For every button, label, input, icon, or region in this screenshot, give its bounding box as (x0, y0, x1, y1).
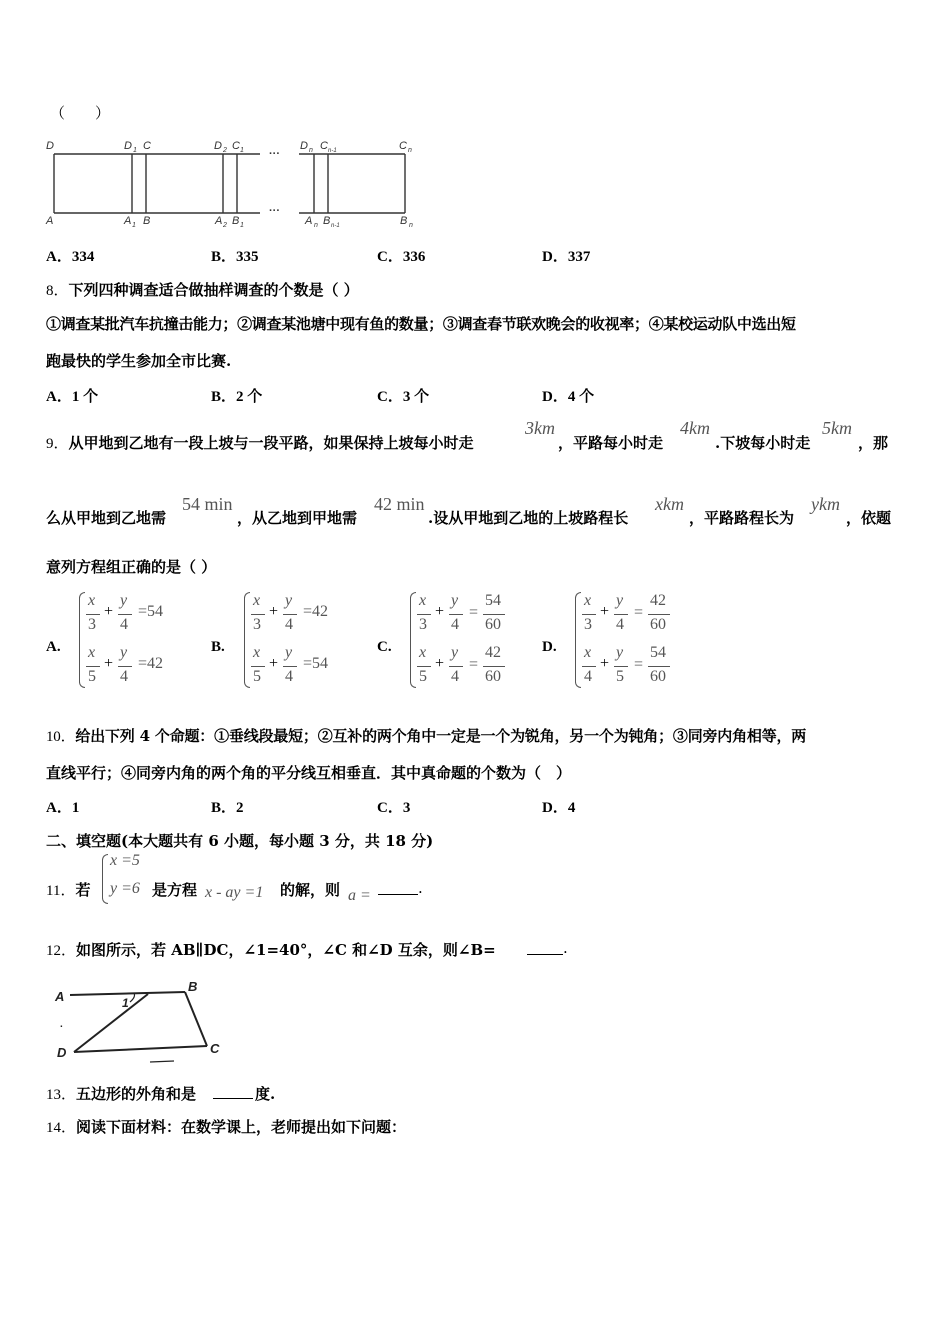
fraction-bar (449, 666, 463, 667)
q11-answer-blank[interactable] (378, 880, 418, 895)
q9-text-5: 么从甲地到乙地需 (46, 509, 167, 527)
rhs-numerator: 42 (485, 644, 501, 661)
plus-sign: + (600, 603, 610, 620)
plus-sign: + (104, 655, 114, 672)
fraction-denominator: 4 (584, 668, 592, 685)
fraction-numerator: x (584, 592, 592, 609)
fraction-denominator: 3 (253, 616, 261, 633)
q8-stem: 8．下列四种调查适合做抽样调查的个数是（ ） (46, 281, 359, 299)
q9-option-letter: A. (46, 639, 61, 655)
q9-math-xkm: xkm (655, 494, 684, 514)
fraction-bar (417, 666, 431, 667)
q8-option-d[interactable]: D．4 个 (542, 389, 595, 405)
q9-system-brace (575, 592, 581, 688)
fraction-denominator: 5 (88, 668, 96, 685)
fraction-bar (483, 666, 505, 667)
fraction-denominator: 5 (616, 668, 624, 685)
label-B: B (143, 215, 151, 227)
q8-line2: 跑最快的学生参加全市比赛. (46, 352, 232, 370)
fraction-bar (283, 614, 297, 615)
plus-sign: + (104, 603, 114, 620)
svg-text:1: 1 (133, 147, 137, 154)
q7-paren: （ ） (50, 104, 111, 122)
section-2-title: 二、填空题(本大题共有 6 小题，每小题 3 分，共 18 分) (46, 832, 434, 850)
label-C: C (210, 1041, 220, 1056)
label-Dn: D (300, 140, 308, 152)
svg-text:n: n (408, 147, 412, 154)
fraction-bar (86, 614, 100, 615)
q10-option-a[interactable]: A．1 (46, 800, 80, 816)
label-D2: D (214, 140, 222, 152)
q11-sys-x: x =5 (110, 852, 140, 869)
fraction-denominator: 3 (584, 616, 592, 633)
q8-option-c[interactable]: C．3 个 (377, 389, 430, 405)
q12-trapezoid-figure (52, 975, 232, 1067)
svg-text:1: 1 (240, 222, 244, 229)
q8-line1: ①调查某批汽车抗撞击能力；②调查某池塘中现有鱼的数量；③调查春节联欢晚会的收视率；④某校运动队中选出短 (46, 315, 796, 333)
fraction-denominator: 4 (120, 616, 128, 633)
q7-option-d[interactable]: D．337 (542, 249, 591, 265)
svg-text:n-1: n-1 (328, 148, 337, 154)
q11-brace (102, 854, 108, 904)
rhs-value: =42 (138, 655, 164, 672)
q8-option-a[interactable]: A．1 个 (46, 389, 99, 405)
q13-answer-blank[interactable] (213, 1084, 253, 1099)
fraction-denominator: 4 (120, 668, 128, 685)
svg-text:n: n (309, 147, 313, 154)
q9-system-brace (79, 592, 85, 688)
fraction-numerator: x (419, 644, 427, 661)
fraction-bar (648, 666, 670, 667)
q10-option-b[interactable]: B．2 (211, 800, 244, 816)
fraction-denominator: 3 (88, 616, 96, 633)
fraction-bar (86, 666, 100, 667)
fraction-bar (283, 666, 297, 667)
q9-math-3km: 3km (525, 418, 555, 438)
label-Bn-1: B (323, 215, 331, 227)
svg-text:1: 1 (240, 147, 244, 154)
fraction-bar (417, 614, 431, 615)
q11-lead: 11．若 (46, 881, 91, 899)
fraction-numerator: x (253, 592, 261, 609)
q12-stem: 12．如图所示，若 AB∥DC，∠1=40°，∠C 和∠D 互余，则∠B= (46, 941, 496, 959)
q11-equation: x - ay =1 (205, 884, 264, 901)
fraction-numerator: x (584, 644, 592, 661)
fraction-bar (251, 614, 265, 615)
rhs-denominator: 60 (650, 668, 666, 685)
angle-1-label: 1 (122, 996, 129, 1010)
label-A: A (55, 989, 65, 1004)
fraction-denominator: 5 (253, 668, 261, 685)
q9-text-4: ，那 (858, 434, 889, 452)
plus-sign: + (435, 655, 445, 672)
q7-option-c[interactable]: C．336 (377, 249, 426, 265)
fraction-bar (614, 666, 628, 667)
q13-post: 度. (255, 1085, 276, 1103)
label-Cn: C (399, 140, 407, 152)
rhs-numerator: 54 (650, 644, 666, 661)
ellipsis-top: ··· (269, 148, 280, 160)
fraction-numerator: x (253, 644, 261, 661)
q10-option-d[interactable]: D．4 (542, 800, 576, 816)
fraction-denominator: 4 (451, 668, 459, 685)
q12-end: . (563, 939, 568, 957)
equals-sign: = (469, 656, 479, 673)
label-D1: D (124, 140, 132, 152)
label-Cn-1: C (320, 140, 328, 152)
svg-text:2: 2 (223, 222, 227, 229)
q14-stem: 14．阅读下面材料：在数学课上，老师提出如下问题： (46, 1118, 407, 1136)
fraction-numerator: x (419, 592, 427, 609)
fraction-denominator: 4 (616, 616, 624, 633)
q9-option-letter: D. (542, 639, 557, 655)
q9-text-6: ，从乙地到甲地需 (237, 509, 358, 527)
q13-stem: 13．五边形的外角和是 (46, 1085, 197, 1103)
q10-option-c[interactable]: C．3 (377, 800, 411, 816)
equals-sign: = (634, 604, 644, 621)
equals-sign: = (469, 604, 479, 621)
q9-math-42min: 42 min (374, 494, 425, 514)
rhs-value: =54 (138, 603, 164, 620)
q11-end: . (418, 879, 423, 897)
fraction-denominator: 4 (451, 616, 459, 633)
q9-system-brace (244, 592, 250, 688)
label-B: B (188, 979, 198, 994)
rhs-denominator: 60 (650, 616, 666, 633)
q9-option-b[interactable] (211, 590, 371, 690)
label-D: D (46, 140, 54, 152)
svg-text:n: n (409, 222, 413, 229)
label-B1: B (232, 215, 240, 227)
fraction-numerator: y (285, 592, 293, 609)
q7-rectangles-figure (44, 134, 424, 230)
fraction-numerator: y (451, 592, 459, 609)
q11-sys-y: y =6 (110, 880, 140, 897)
fraction-bar (483, 614, 505, 615)
label-A1: A (124, 215, 132, 227)
plus-sign: + (435, 603, 445, 620)
svg-text:2: 2 (223, 147, 227, 154)
equals-sign: = (634, 656, 644, 673)
dot-mark: . (60, 1019, 63, 1030)
q10-line2: 直线平行；④同旁内角的两个角的平分线互相垂直．其中真命题的个数为（ ） (46, 764, 572, 782)
q7-option-a[interactable]: A．334 (46, 249, 95, 265)
fraction-denominator: 4 (285, 616, 293, 633)
q11-answer-lhs: a = (348, 887, 371, 904)
q12-answer-blank[interactable] (527, 940, 563, 955)
label-D: D (57, 1045, 67, 1060)
q9-option-letter: B. (211, 639, 225, 655)
fraction-bar (449, 614, 463, 615)
label-A: A (46, 215, 54, 227)
q9-text-8: ，平路路程长为 (689, 509, 795, 527)
svg-text:n: n (314, 222, 318, 229)
q9-text-3: .下坡每小时走 (715, 434, 811, 452)
q9-system-brace (410, 592, 416, 688)
fraction-bar (614, 614, 628, 615)
fraction-bar (582, 614, 596, 615)
fraction-denominator: 5 (419, 668, 427, 685)
label-Bn: B (400, 215, 408, 227)
fraction-bar (118, 614, 132, 615)
q10-line1: 10．给出下列 4 个命题：①垂线段最短；②互补的两个角中一定是一个为锐角，另一个为钝角；③同旁内角相等，两 (46, 727, 807, 745)
plus-sign: + (269, 603, 279, 620)
label-C: C (143, 140, 151, 152)
fraction-bar (251, 666, 265, 667)
label-An: A (305, 215, 313, 227)
q8-option-b[interactable]: B．2 个 (211, 389, 263, 405)
fraction-bar (648, 614, 670, 615)
q9-option-c[interactable] (377, 590, 537, 690)
svg-text:1: 1 (132, 222, 136, 229)
q9-math-54min: 54 min (182, 494, 233, 514)
fraction-numerator: y (285, 644, 293, 661)
label-C1: C (232, 140, 240, 152)
rhs-value: =54 (303, 655, 329, 672)
fraction-bar (118, 666, 132, 667)
plus-sign: + (600, 655, 610, 672)
fraction-numerator: y (120, 644, 128, 661)
q9-option-letter: C. (377, 639, 392, 655)
plus-sign: + (269, 655, 279, 672)
ellipsis-bottom: ··· (269, 205, 280, 217)
q9-text-1: 9．从甲地到乙地有一段上坡与一段平路，如果保持上坡每小时走 (46, 434, 474, 452)
fraction-numerator: x (88, 644, 96, 661)
q9-math-4km: 4km (680, 418, 710, 438)
q9-text-9: ，依题 (846, 509, 892, 527)
q9-text-2: ，平路每小时走 (558, 434, 664, 452)
q9-text-10: 意列方程组正确的是（ ） (46, 558, 217, 576)
q9-option-d[interactable] (542, 590, 702, 690)
rhs-numerator: 42 (650, 592, 666, 609)
fraction-numerator: x (88, 592, 96, 609)
rhs-numerator: 54 (485, 592, 501, 609)
q9-math-ykm: ykm (811, 494, 840, 514)
fraction-numerator: y (616, 644, 624, 661)
fraction-numerator: y (451, 644, 459, 661)
q11-mid: 是方程 (152, 881, 198, 899)
q11-post: 的解，则 (280, 881, 341, 899)
fraction-numerator: y (120, 592, 128, 609)
fraction-bar (582, 666, 596, 667)
fraction-denominator: 4 (285, 668, 293, 685)
fraction-denominator: 3 (419, 616, 427, 633)
rhs-denominator: 60 (485, 668, 501, 685)
q9-option-a[interactable] (46, 590, 206, 690)
fraction-numerator: y (616, 592, 624, 609)
q9-math-5km: 5km (822, 418, 852, 438)
rhs-value: =42 (303, 603, 329, 620)
q9-text-7: .设从甲地到乙地的上坡路程长 (428, 509, 629, 527)
svg-text:n-1: n-1 (331, 223, 340, 229)
rhs-denominator: 60 (485, 616, 501, 633)
label-A2: A (215, 215, 223, 227)
q7-option-b[interactable]: B．335 (211, 249, 259, 265)
